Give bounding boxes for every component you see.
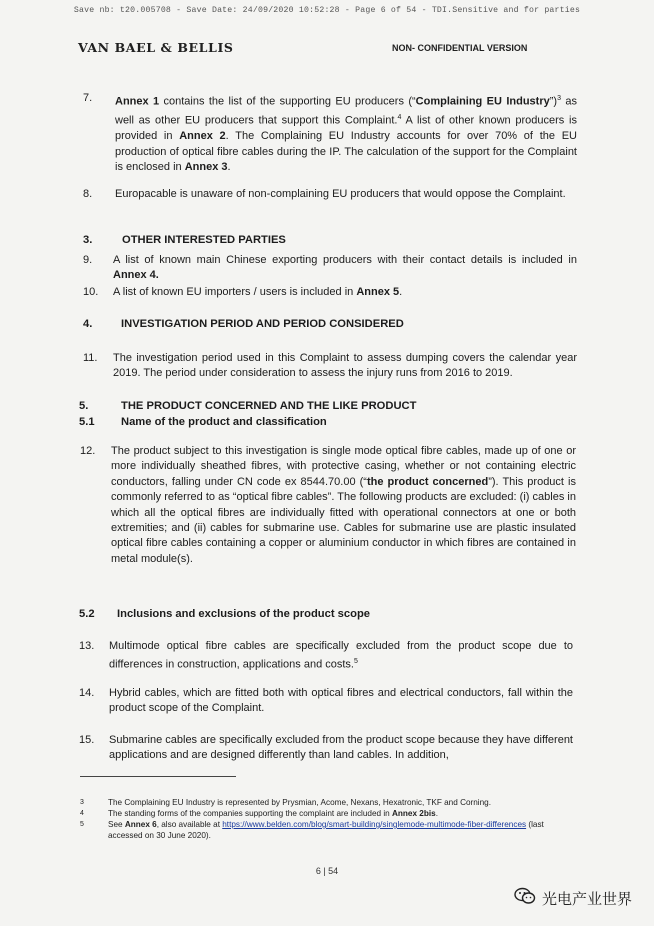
annex-ref: Annex 3 xyxy=(184,160,228,173)
text-run: (last accessed on 30 June 2020). xyxy=(108,820,544,840)
text-run: . The Complaining EU Industry accounts for over 70% of the EU production of optical fibre cables during the IP. The calculation of the support for the Complaint is enclosed in xyxy=(115,130,577,173)
paragraph-number: 15. xyxy=(79,734,95,746)
text-run: . xyxy=(399,286,403,298)
annex-ref: Annex 1 xyxy=(115,95,160,108)
footnote-number: 4 xyxy=(80,810,84,817)
external-link[interactable]: https://www.belden.com/blog/smart-building/singlemode-multimode-fiber-differences xyxy=(222,820,527,829)
text-run: . xyxy=(227,160,231,173)
paragraph-text xyxy=(111,444,576,567)
page-number: 6 | 54 xyxy=(315,866,339,876)
annex-ref: Annex 2bis xyxy=(392,809,436,818)
paragraph-number: 10. xyxy=(83,286,99,298)
paragraph-text xyxy=(113,253,577,284)
text-run: A list of known EU importers / users is included in xyxy=(113,286,357,298)
watermark xyxy=(514,888,632,908)
text-run: as well as other EU producers that support this Complaint. xyxy=(115,95,577,127)
footnote-text xyxy=(108,809,578,820)
paragraph-number: 9. xyxy=(83,254,93,266)
annex-ref: Annex 4. xyxy=(113,269,159,282)
paragraph-number: 12. xyxy=(80,445,96,457)
watermark-text: 光电产业世界 xyxy=(541,889,632,908)
text-run: ”). This product is commonly referred to as “optical fibre cables”. The following products are excluded: (i) cables in which all the optical fibres are individually fitted with operational connectors at one or both extremities; and (ii) cables for submarine use. Cables for submarine use are plastic insulated optical fibre cables containing a copper or aluminium conductor in which fibres are contained in metal module(s). xyxy=(111,475,576,565)
paragraph-number: 7. xyxy=(83,92,93,104)
footnote-ref: 4 xyxy=(397,114,402,122)
text-run: contains the list of the supporting EU producers (“ xyxy=(159,95,416,108)
paragraph-text xyxy=(113,285,577,300)
save-info-bar: Save nb: t20.005708 - Save Date: 24/09/2020 10:52:28 - Page 6 of 54 - TDI.Sensitive and for parties xyxy=(73,6,581,15)
confidentiality-label: NON- CONFIDENTIAL VERSION xyxy=(392,43,528,53)
defined-term: Complaining EU Industry xyxy=(415,95,550,108)
paragraph-text xyxy=(115,91,577,175)
wechat-icon xyxy=(514,887,536,910)
annex-ref: Annex 6 xyxy=(124,820,157,829)
heading-text: Inclusions and exclusions of the product scope xyxy=(117,608,371,620)
footnote-number: 3 xyxy=(80,799,84,806)
paragraph-text: The investigation period used in this Complaint to assess dumping covers the calendar year 2019. The period under consideration to assess the injury runs from 2016 to 2019. xyxy=(113,352,577,380)
text-run: The standing forms of the companies supporting the complaint are included in xyxy=(108,809,392,818)
paragraph-text: Submarine cables are specifically excluded from the product scope because they have different applications and are designed differently than land cables. In addition, xyxy=(109,734,573,762)
footnote-ref: 5 xyxy=(354,658,358,666)
paragraph-text: Hybrid cables, which are fitted both with optical fibres and electrical conductors, fall within the product scope of the Complaint. xyxy=(109,687,573,715)
heading-number: 5.1 xyxy=(79,416,95,428)
text-run: A list of known main Chinese exporting producers with their contact details is included in xyxy=(113,254,577,266)
heading-text: THE PRODUCT CONCERNED AND THE LIKE PRODUCT xyxy=(121,400,417,412)
text-run: . xyxy=(435,809,438,818)
heading-number: 5. xyxy=(79,400,89,412)
text-run: See xyxy=(108,820,125,829)
paragraph-number: 14. xyxy=(79,687,95,699)
heading-text: OTHER INTERESTED PARTIES xyxy=(122,234,286,246)
text-run: Multimode optical fibre cables are specifically excluded from the product scope due to differences in construction, applications and costs. xyxy=(109,640,573,672)
firm-logo: VAN BAEL & BELLIS xyxy=(78,40,234,55)
annex-ref: Annex 5 xyxy=(356,286,400,298)
heading-number: 4. xyxy=(83,318,93,330)
paragraph-number: 8. xyxy=(83,188,93,200)
heading-text: Name of the product and classification xyxy=(121,416,327,428)
text-run: , also available at xyxy=(156,820,223,829)
paragraph-text xyxy=(109,639,573,673)
defined-term: the product concerned xyxy=(366,475,489,488)
footnote-text: The Complaining EU Industry is represented by Prysmian, Acome, Nexans, Hexatronic, TKF and Corning. xyxy=(108,798,492,807)
paragraph-text: Europacable is unaware of non-complaining EU producers that would oppose the Complaint. xyxy=(115,188,566,200)
footnote-divider xyxy=(80,776,236,777)
footnote-number: 5 xyxy=(80,821,84,828)
paragraph-number: 11. xyxy=(83,352,98,364)
heading-text: INVESTIGATION PERIOD AND PERIOD CONSIDERED xyxy=(121,318,404,330)
text-run: ”) xyxy=(549,95,558,108)
heading-number: 3. xyxy=(83,234,93,246)
heading-number: 5.2 xyxy=(79,608,95,620)
annex-ref: Annex 2 xyxy=(179,130,226,143)
paragraph-number: 13. xyxy=(79,640,95,652)
footnote-text xyxy=(108,820,578,841)
text-run: The product subject to this investigation is single mode optical fibre cables, made up of one or more individually sheathed fibres, with protective casing, whether or not containing electric conductors, falling under CN code ex 8544.70.00 (“ xyxy=(111,445,576,488)
text-run: A list of other known producers is provided in xyxy=(115,114,577,143)
footnote-ref: 3 xyxy=(557,95,561,102)
